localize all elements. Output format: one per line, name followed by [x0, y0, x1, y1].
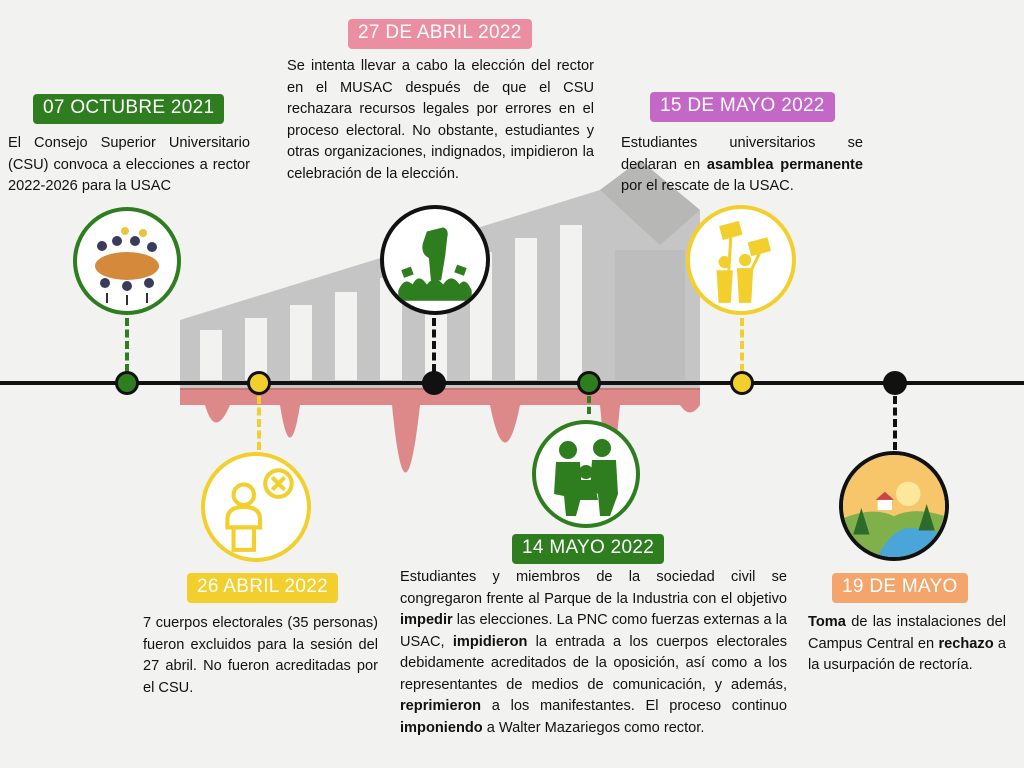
- event-4-date: 14 MAYO 2022: [512, 534, 664, 564]
- event-4-icon-circle: [532, 420, 640, 528]
- event-3-date: 27 DE ABRIL 2022: [348, 19, 532, 49]
- campus-landscape-icon: [843, 455, 945, 557]
- event-4-text-part: a los manifestantes. El proceso continuo: [481, 698, 787, 714]
- connector-3: [432, 318, 436, 372]
- timeline-dot-2: [247, 371, 271, 395]
- event-2-text: 7 cuerpos electorales (35 personas) fueron excluidos para la sesión del 27 abril. No fueron acreditadas por el CSU.: [143, 615, 378, 696]
- event-4-text-part: Estudiantes y miembros de la sociedad civil se congregaron frente al Parque de la Industria con el objetivo: [400, 569, 787, 607]
- event-1-text: El Consejo Superior Universitario (CSU) convoca a elecciones a rector 2022-2026 para la USAC: [8, 135, 250, 194]
- connector-6: [893, 396, 897, 450]
- connector-2: [257, 396, 261, 450]
- excluded-person-icon: [205, 456, 307, 558]
- event-5-icon-circle: [686, 205, 796, 315]
- raised-fist-icon: [384, 209, 486, 311]
- event-2-icon-circle: [201, 452, 311, 562]
- event-4-text-part: a Walter Mazariegos como rector.: [482, 719, 705, 736]
- event-6-text-part: de las instalaciones del Campus Central en: [808, 614, 1006, 652]
- connector-1: [125, 318, 129, 372]
- timeline-dot-1: [115, 371, 139, 395]
- event-1-date: 07 OCTUBRE 2021: [33, 94, 224, 124]
- event-1-icon-circle: [73, 207, 181, 315]
- connector-5: [740, 318, 744, 372]
- timeline-line: [0, 381, 1024, 385]
- timeline-dot-4: [577, 371, 601, 395]
- event-6-text-bold: rechazo: [938, 635, 994, 652]
- event-4-text: [400, 567, 787, 739]
- event-6-text-part: a la usurpación de rectoría.: [808, 635, 1006, 673]
- event-6-text-bold: Toma: [808, 614, 846, 630]
- timeline-dot-6: [883, 371, 907, 395]
- event-6-icon-circle: [839, 451, 949, 561]
- event-5-text-part: por el rescate de la USAC.: [621, 178, 794, 194]
- event-5-date: 15 DE MAYO 2022: [650, 92, 835, 122]
- event-4-text-part: la entrada a los cuerpos electorales debidamente acreditados de la oposición, así como a los representantes de medios de comunicación, y además,: [400, 633, 787, 693]
- event-5-text: [621, 133, 863, 198]
- timeline-dot-3: [422, 371, 446, 395]
- event-4-text-bold: impedir: [400, 612, 453, 628]
- event-4-text-bold: impidieron: [452, 633, 528, 650]
- event-2-date: 26 ABRIL 2022: [187, 573, 338, 603]
- event-3-text: Se intenta llevar a cabo la elección del rector en el MUSAC después de que el CSU rechazara recursos legales por errores en el proceso electoral. No obstante, estudiantes y otras organizaciones, indignados, impidieron la celebración de la elección.: [287, 58, 594, 182]
- timeline-dot-5: [730, 371, 754, 395]
- connector-4: [587, 396, 591, 414]
- event-4-text-bold: reprimieron: [400, 698, 482, 714]
- event-4-text-part: las elecciones. La PNC como fuerzas externas a la USAC,: [400, 612, 787, 650]
- event-6-date: 19 DE MAYO: [832, 573, 968, 603]
- event-5-text-part: Estudiantes universitarios se declaran en: [621, 135, 863, 173]
- meeting-icon: [77, 211, 177, 311]
- event-4-text-bold: imponiendo: [400, 719, 483, 736]
- event-6-text: [808, 612, 1006, 677]
- event-3-icon-circle: [380, 205, 490, 315]
- protest-signs-icon: [690, 209, 792, 311]
- police-arrest-icon: [536, 424, 636, 524]
- event-5-text-bold: asamblea permanente: [706, 156, 863, 173]
